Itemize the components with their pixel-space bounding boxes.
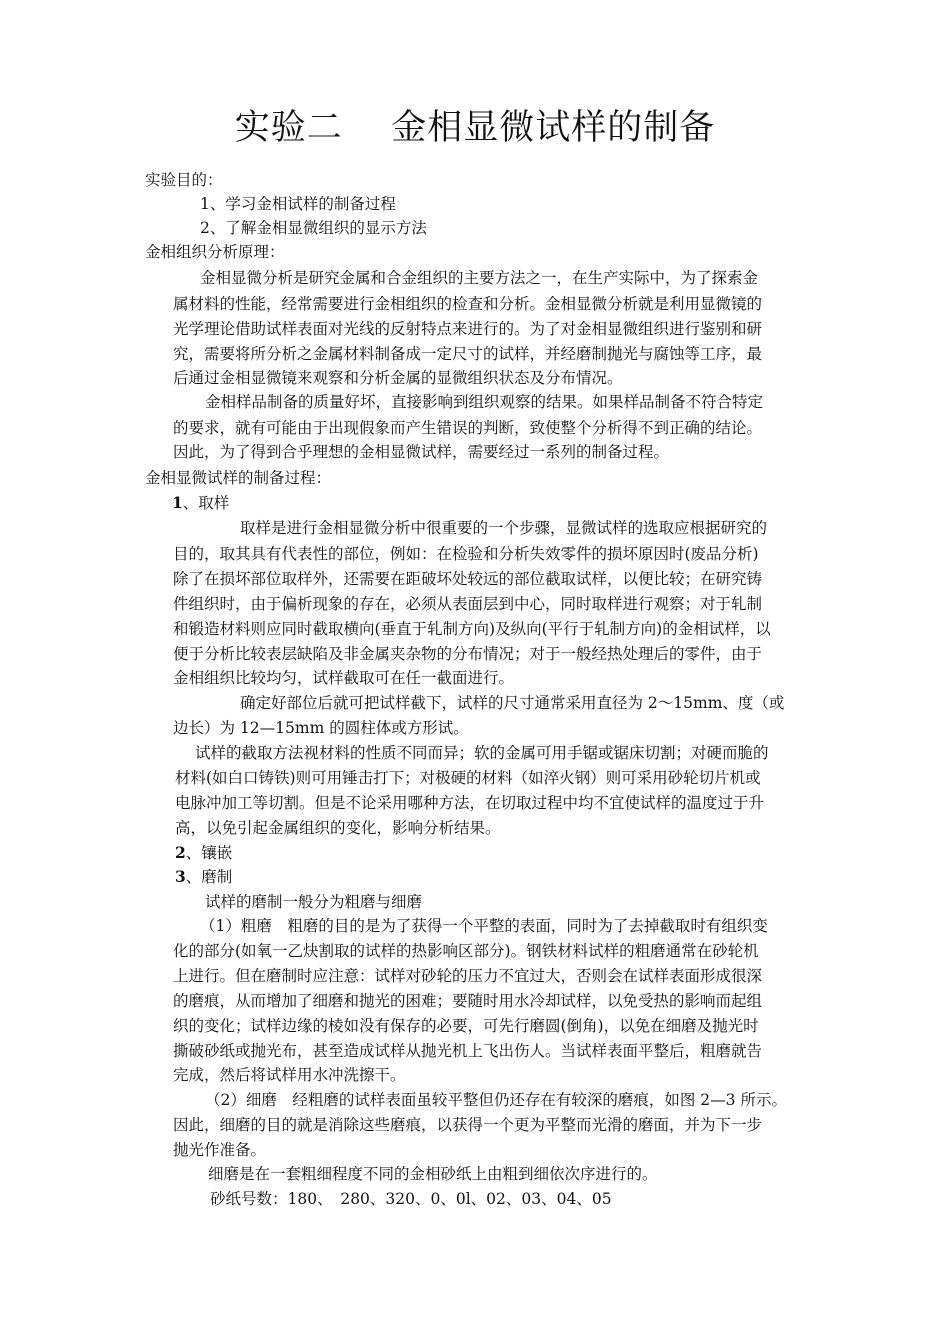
section-heading-grinding: [175, 865, 232, 889]
paragraph-line: （1）粗磨 粗磨的目的是为了获得一个平整的表面，同时为了去掉截取时有组织变: [200, 917, 768, 935]
paragraph-line: 因此，细磨的目的就是消除这些磨痕，以获得一个更为平整而光滑的磨面，并为下一步: [173, 1116, 763, 1134]
paragraph-line: 抛光作准备。: [173, 1141, 267, 1159]
section-heading-sampling: [172, 491, 229, 515]
paragraph-line: 完成，然后将试样用水冲洗擦干。: [173, 1066, 406, 1084]
section-number: 1: [172, 493, 183, 512]
paragraph-line: 电脉冲加工等切割。但是不论采用哪种方法，在切取过程中均不宜使试样的温度过于升: [175, 794, 765, 812]
paragraph-line: 上进行。但在磨制时应注意：试样对砂轮的压力不宜过大，否则会在试样表面形成很深: [173, 967, 763, 985]
paragraph-line: 的磨痕，从而增加了细磨和抛光的困难；要随时用水冷却试样，以免受热的影响而起组: [173, 992, 763, 1010]
paragraph-line: 件组织时，由于偏析现象的存在，必须从表面层到中心，同时取样进行观察；对于轧制: [173, 595, 763, 613]
paragraph-line: 和锻造材料则应同时截取横向(垂直于轧制方向)及纵向(平行于轧制方向)的金相试样，以: [173, 620, 771, 638]
paragraph-line: 光学理论借助试样表面对光线的反射特点来进行的。为了对金相显微组织进行鉴别和研: [173, 320, 763, 338]
page-title: 实验二 金相显微试样的制备: [234, 108, 716, 148]
paragraph-line: 便于分析比较表层缺陷及非金属夹杂物的分布情况；对于一般经热处理后的零件，由于: [173, 645, 763, 663]
paragraph-line: 撕破砂纸或抛光布，甚至造成试样从抛光机上飞出伤人。当试样表面平整后，粗磨就告: [173, 1042, 763, 1060]
paragraph-line: 除了在损坏部位取样外，还需要在距破坏处较远的部位截取试样，以便比较；在研究铸: [173, 570, 763, 588]
section-number: 2: [175, 843, 186, 862]
paper-numbers: 砂纸号数：180、 280、320、0、0l、02、03、04、05: [210, 1190, 612, 1208]
paragraph-line: 确定好部位后就可把试样截下，试样的尺寸通常采用直径为 2～15mm、度（或: [240, 694, 785, 712]
purpose-item: 2、了解金相显微组织的显示方法: [200, 219, 427, 237]
paragraph-line: 后通过金相显微镜来观察和分析金属的显微组织状态及分布情况。: [173, 369, 623, 387]
paragraph-line: 织的变化；试样边缘的棱如没有保存的必要，可先行磨圆(倒角)，以免在细磨及抛光时: [173, 1017, 759, 1035]
paragraph-line: 金相组织比较均匀，试样截取可在任一截面进行。: [173, 669, 515, 687]
section-number: 3: [175, 867, 186, 886]
paragraph-line: 边长）为 12—15mm 的圆柱体或方形试。: [173, 719, 469, 737]
section-title: 、取样: [182, 494, 230, 512]
purpose-item: 1、学习金相试样的制备过程: [200, 195, 396, 213]
section-title: 、磨制: [185, 868, 233, 886]
paragraph-line: 试样的截取方法视材料的性质不同而异；软的金属可用手锯或锯床切割；对硬而脆的: [195, 744, 769, 762]
section-title: 、镶嵌: [185, 844, 233, 862]
paragraph-line: 的要求，就有可能由于出现假象而产生错误的判断，致使整个分析得不到正确的结论。: [173, 419, 763, 437]
paragraph-line: 取样是进行金相显微分析中很重要的一个步骤，显微试样的选取应根据研究的: [240, 519, 768, 537]
paragraph-line: 试样的磨制一般分为粗磨与细磨: [205, 893, 423, 911]
principle-heading: 金相组织分析原理：: [145, 243, 285, 261]
paragraph-line: 金相显微分析是研究金属和合金组织的主要方法之一，在生产实际中，为了探索金: [200, 269, 759, 287]
paragraph-line: 高，以免引起金属组织的变化，影响分析结果。: [175, 819, 501, 837]
paragraph-line: 目的，取其具有代表性的部位，例如：在检验和分析失效零件的损坏原因时(废品分析): [173, 545, 759, 563]
section-heading-mounting: [175, 841, 232, 865]
paragraph-line: （2）细磨 经粗磨的试样表面虽较平整但仍还存在有较深的磨痕，如图 2—3 所示。: [205, 1091, 787, 1109]
paragraph-line: 究，需要将所分析之金属材料制备成一定尺寸的试样，并经磨制抛光与腐蚀等工序，最: [173, 345, 763, 363]
paragraph-line: 材料(如白口铸铁)则可用锤击打下；对极硬的材料（如淬火钢）则可采用砂轮切片机或: [175, 769, 761, 787]
paragraph-line: 金相样品制备的质量好坏，直接影响到组织观察的结果。如果样品制备不符合特定: [205, 393, 764, 411]
paragraph-line: 属材料的性能，经常需要进行金相组织的检查和分析。金相显微分析就是利用显微镜的: [173, 295, 763, 313]
process-heading: 金相显微试样的制备过程：: [145, 469, 332, 487]
paragraph-line: 化的部分(如氧一乙炔割取的试样的热影响区部分)。钢铁材料试样的粗磨通常在砂轮机: [173, 942, 759, 960]
purpose-heading: 实验目的：: [145, 171, 223, 189]
paragraph-line: 细磨是在一套粗细程度不同的金相砂纸上由粗到细依次序进行的。: [208, 1165, 658, 1183]
paragraph-line: 因此，为了得到合乎理想的金相显微试样，需要经过一系列的制备过程。: [173, 443, 670, 461]
